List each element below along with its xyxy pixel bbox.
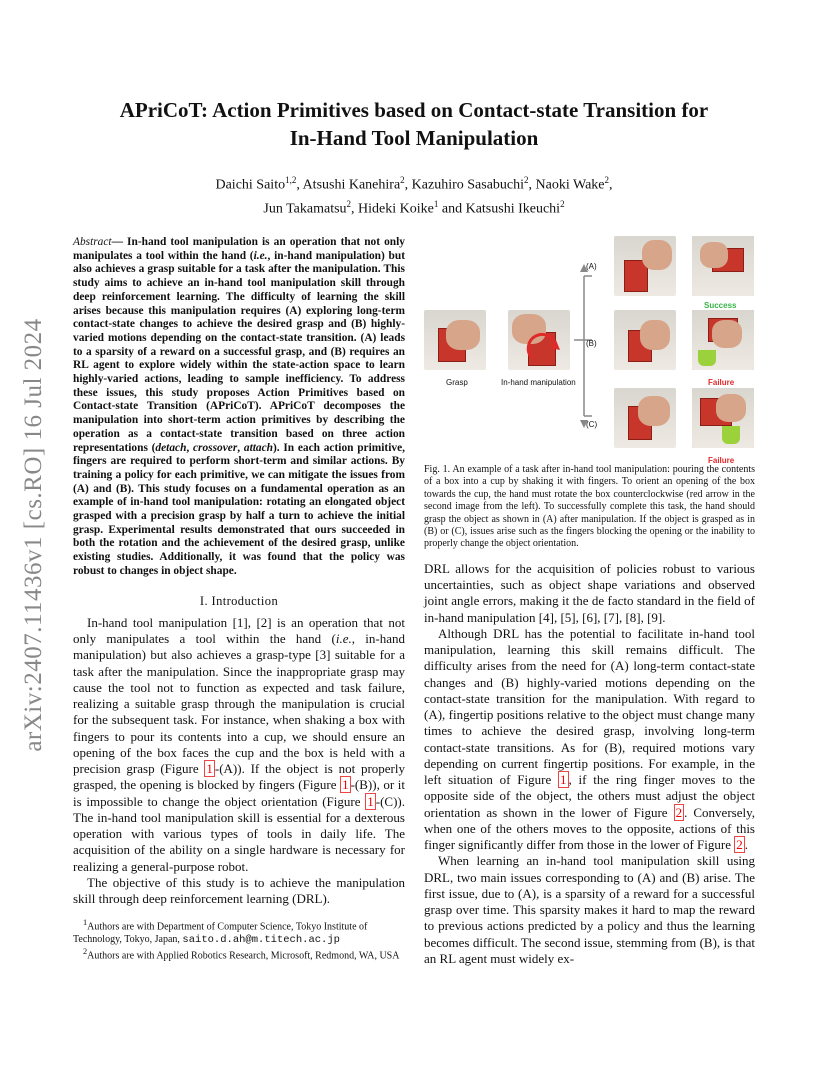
footnotes	[73, 917, 405, 962]
authors-line-1: Daichi Saito$^{1,2}$, Atsushi Kanehira$^2$, Kazuhiro Sasabuchi$^2$, Naoki Wake$^2$,	[215, 175, 613, 193]
abstract: Abstract— In-hand tool manipulation is an operation that not only manipulates a tool within the hand (i.e., in-hand manipulation) but also achieves a grasp suitable for a task after the manipulation. This study aims to achieve an in-hand tool manipulation skill through deep reinforcement learning. The difficulty of learning the skill arises because this manipulation requires (A) exploring long-term contact-state changes to achieve the desired grasp and (B) highly-varied motions depending on the contact-state transition. (A) leads to a sparsity of a reward on a successful grasp, and (B) requires an RL agent to explore widely within the state-action space to learn highly-varied actions, leading to sample inefficiency. To address these issues, this study proposes Action Primitives based on Contact-state Transition (APriCoT). APriCoT decomposes the manipulation into short-term action primitives by describing the operation as a contact-state transition based on three action representations (detach, crossover, attach). In each action primitive, fingers are required to perform short-term and similar actions. By training a policy for each primitive, we can mitigate the issues from (A) and (B). This study focuses on a fundamental operation as an example of in-hand tool manipulation: rotating an elongated object grasped with a precision grasp by half a turn to achieve the initial grasp. Experimental results demonstrated that ours succeeded in both the rotation and the achievement of the desired grasp, unlike existing studies. Additionally, it was found that the policy was robust to changes in object shape.	[73, 236, 405, 577]
outcome-b-image-2	[692, 310, 754, 370]
right-paragraph-1: DRL allows for the acquisition of policies robust to various uncertainties, such as object shape variations and observed joint angle errors, making it the de facto standard in the field of in-hand manipulation [4], [5], [6], [7], [8], [9].	[424, 560, 755, 625]
figure-ref-link[interactable]: 2	[675, 804, 683, 820]
title-line-1: APriCoT: Action Primitives based on Contact-state Transition for	[119, 98, 709, 122]
figure-ref-link[interactable]: 1	[342, 777, 349, 793]
intro-paragraph-2: The objective of this study is to achieve the manipulation skill through deep reinforcement learning (DRL).	[73, 874, 405, 907]
figure-ref-link[interactable]: 1	[560, 772, 567, 788]
outcome-a-image-2	[692, 236, 754, 296]
success-label: Success	[704, 301, 737, 310]
figure-ref-link[interactable]: 2	[736, 837, 743, 853]
right-paragraph-3: When learning an in-hand tool manipulation skill using DRL, two main issues corresponding to (A) and (B) arise. The first issue, due to (A), is a sparsity of a reward for a successful grasp over time. This sparsity makes it hard to map the reward to previous actions predicted by a policy and thus the learning becomes difficult. The second issue, stemming from (B), is that an RL agent must widely ex-	[424, 853, 755, 966]
label-in-hand: In-hand manipulation	[501, 378, 576, 387]
footnote-2: $^2$Authors are with Applied Robotics Research, Microsoft, Redmond, WA, USA	[83, 947, 400, 962]
label-grasp: Grasp	[446, 378, 468, 387]
failure-label-c: Failure	[708, 456, 735, 465]
section-heading-introduction: I. Introduction	[199, 593, 279, 608]
footnote-1: $^1$Authors are with Department of Computer Science, Tokyo Institute of Technology, Tokyo, Japan, saito.d.ah@m.titech.ac.jp	[73, 918, 368, 946]
figure-ref-link[interactable]: 1	[206, 761, 213, 777]
paper-title	[70, 96, 758, 152]
outcome-c-image-1	[614, 388, 676, 448]
right-column	[424, 236, 755, 967]
right-paragraph-2: Although DRL has the potential to facilitate in-hand tool manipulation, learning this skill remains difficult. The difficulty arises from the need for (A) long-term contact-state changes and (B) highly-varied motions depending on the contact-state transition for the manipulation. With regard to (A), fingertip positions relative to the object must change many times to achieve the desired grasp, involving long-term contact-state transitions. As for (B), required motions vary depending on current fingertip positions. For example, in the left situation of Figure 1 , if the ring finger moves to the opposite side of the object, the others must adjust the object orientation as shown in the lower of Figure 2 . Conversely, when one of the others moves to the opposite, actions of this finger significantly differ from those in the lower of Figure 2 .	[424, 625, 755, 853]
figure-1	[424, 236, 755, 466]
outcome-a-image-1	[614, 236, 676, 296]
author-list	[120, 171, 708, 218]
outcome-b-image-1	[614, 310, 676, 370]
label-c: (C)	[586, 420, 598, 429]
figure-caption: Fig. 1. An example of a task after in-hand tool manipulation: pouring the contents of a box into a cup by shaking it with fingers. To orient an opening of the box towards the cup, the hand must rotate the box counterclockwise (red arrow in the second image from the left). To successfully complete this task, the hand should grasp the object as shown in (A) after manipulation. If the object is grasped as in (B) or (C), issues arise such as the fingers blocking the opening or the inability to properly change the object orientation.	[424, 464, 755, 550]
grasp-image	[424, 310, 486, 370]
label-a: (A)	[586, 262, 597, 271]
title-line-2: In-Hand Tool Manipulation	[289, 126, 539, 150]
left-column	[73, 236, 405, 963]
arxiv-watermark	[14, 300, 54, 770]
outcome-c-image-2	[692, 388, 754, 448]
arxiv-id: arXiv:2407.11436v1 [cs.RO] 16 Jul 2024	[20, 318, 47, 752]
label-b: (B)	[586, 339, 597, 348]
authors-line-2: Jun Takamatsu$^2$, Hideki Koike$^1$ and Katsushi Ikeuchi$^2$	[263, 198, 565, 217]
figure-ref-link[interactable]: 1	[367, 793, 374, 809]
rotation-arrow-icon	[508, 310, 570, 370]
intro-paragraph-1: In-hand tool manipulation [1], [2] is an operation that not only manipulates a tool within the hand (i.e., in-hand manipulation) but also achieves a grasp-type [3] suitable for a task after the manipulation. Since the inappropriate grasp may cause the tool not to function as expected and task failure, realizing a suitable grasp through the manipulation is crucial for the subsequent task. For instance, when shaking a box with fingers to pour its contents into a cup, we should ensure an opening of the box faces the cup and the box is held with a precision grasp (Figure 1 -(A)). If the object is not properly grasped, the opening is blocked by fingers (Figure 1 -(B)), or it is impossible to change the object orientation (Figure 1 -(C)). The in-hand tool manipulation skill is essential for a dexterous operation with various types of tools in daily life. The acquisition of the ability on a single hardware is necessary for realizing a general-purpose robot.	[73, 614, 405, 874]
failure-label-b: Failure	[708, 378, 735, 387]
in-hand-manipulation-image	[508, 310, 570, 370]
